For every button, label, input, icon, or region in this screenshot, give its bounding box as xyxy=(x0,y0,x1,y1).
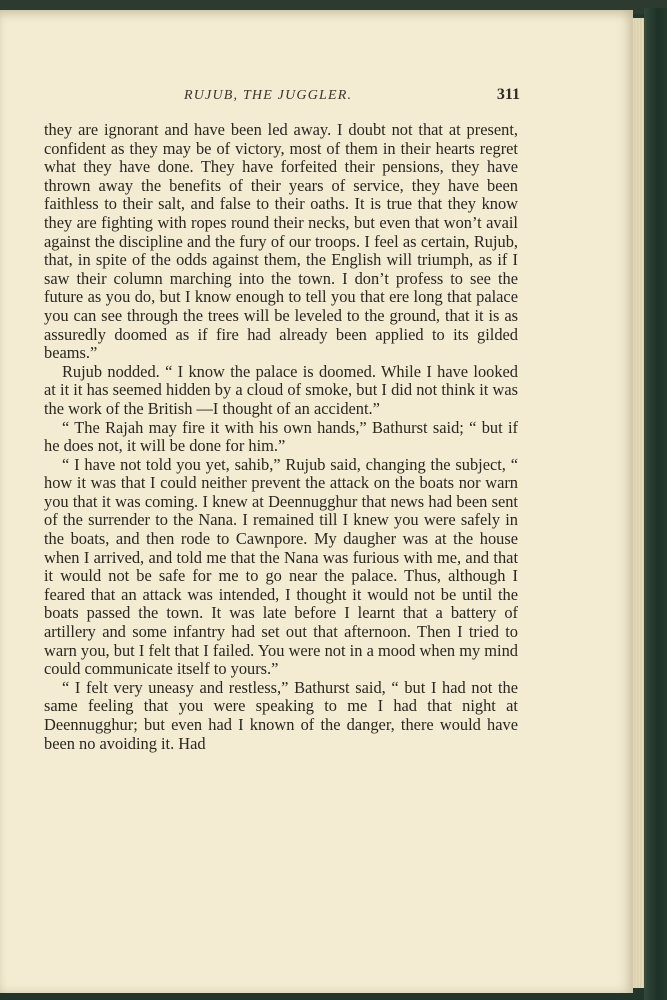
running-head: RUJUB, THE JUGGLER. xyxy=(184,88,353,103)
page-header xyxy=(44,84,520,114)
paragraph: Rujub nodded. “ I know the palace is doomed. While I have looked at it it has seemed hidden by a cloud of smoke, but I did not think it was the work of the British —I thought of an accident.” xyxy=(44,361,518,418)
paragraph: “ I have not told you yet, sahib,” Rujub said, changing the subject, “ how it was that I could neither prevent the attack on the boats nor warn you that it was coming. I knew at Deennugghur that news had been sent of the surrender to the Nana. I remained till I knew you were safely in the boats, and then rode to Cawnpore. My daugher was at the house when I arrived, and told me that the Nana was furious with me, and that it would not be safe for me to go near the palace. Thus, although I feared that an attack was intended, I thought it would not be until the boats passed the town. It was late before I learnt that a battery of artillery and some infantry had set out that afternoon. Then I tried to warn you, but I felt that I failed. You were not in a mood when my mind could communicate itself to yours.” xyxy=(44,454,518,679)
book-cover-edge xyxy=(644,8,667,1000)
page-number: 311 xyxy=(496,86,520,103)
paragraph: “ I felt very uneasy and restless,” Bathurst said, “ but I had not the same feeling that you were speaking to me I had that night at Deennugghur; but even had I known of the danger, there would have been no avoiding it. Had xyxy=(44,677,518,753)
paragraph: they are ignorant and have been led away. I doubt not that at present, confident as they may be of victory, most of them in their hearts regret what they have done. They have forfeited their pensions, they have thrown away the benefits of their years of service, they have been faithless to their salt, and false to their oaths. It is true that they know they are fighting with ropes round their necks, but even that won’t avail against the discipline and the fury of our troops. I feel as certain, Rujub, that, in spite of the odds against them, the English will triumph, as if I saw their column marching into the town. I don’t profess to see the future as you do, but I know enough to tell you that ere long that palace you can see through the trees will be leveled to the ground, that it is as assuredly doomed as if fire had already been applied to its gilded beams.” xyxy=(44,120,518,363)
body-text xyxy=(44,121,518,753)
paragraph: “ The Rajah may fire it with his own hands,” Bathurst said; “ but if he does not, it will be done for him.” xyxy=(44,417,518,456)
